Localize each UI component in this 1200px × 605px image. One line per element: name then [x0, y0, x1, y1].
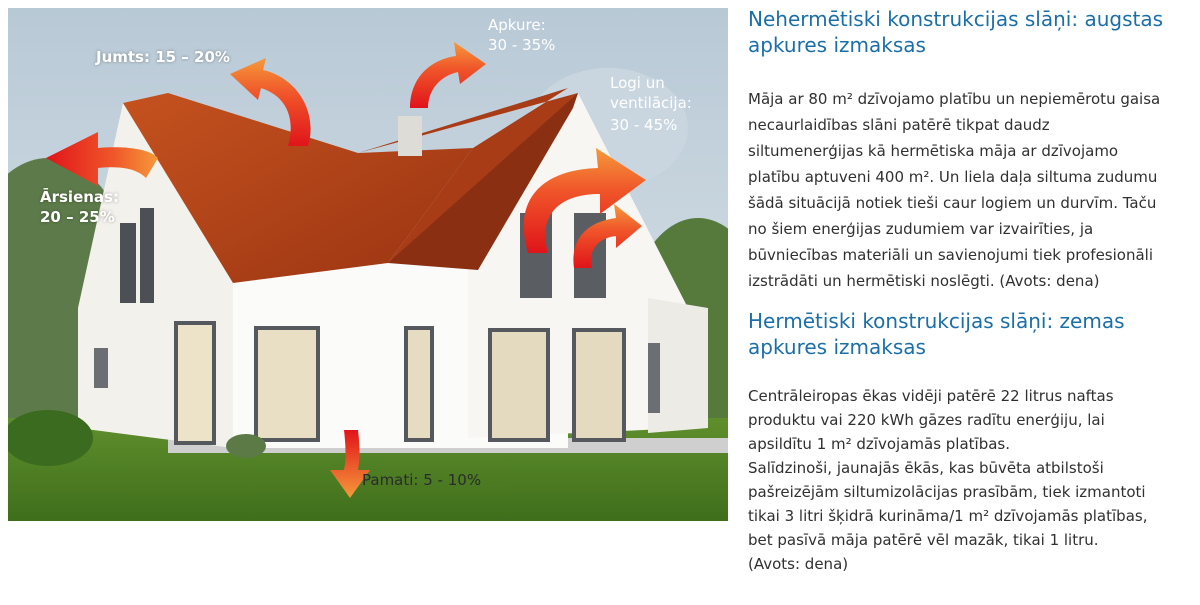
- walls-loss-title: Ārsienas:: [40, 188, 119, 206]
- window: [94, 348, 108, 388]
- window: [406, 328, 432, 440]
- body-line: šādā situācijā notiek tieši caur logiem un durvīm. Taču: [748, 194, 1157, 212]
- body-line: pašreizējām siltumizolācijas prasībām, tiek izmantoti: [748, 483, 1146, 501]
- roof-loss-label: Jumts: 15 – 20%: [96, 48, 230, 66]
- section2-heading: [748, 308, 1194, 360]
- window: [648, 343, 660, 413]
- body-line: platību aptuveni 400 m². Un liela daļa siltuma zudumu: [748, 168, 1158, 186]
- body-line: Centrāleiropas ēkas vidēji patērē 22 litrus naftas: [748, 387, 1114, 405]
- body-line: necaurlaidības slāni patērē tikpat daudz: [748, 116, 1050, 134]
- body-line: izstrādāti un hermētiski noslēgti. (Avots: dena): [748, 272, 1100, 290]
- window: [140, 208, 154, 303]
- foundation-loss-label: Pamati: 5 - 10%: [362, 471, 482, 489]
- body-line: no šiem enerģijas zudumiem var izvairīties, ja: [748, 220, 1094, 238]
- patio-door: [176, 323, 214, 443]
- windows-loss-value: 30 - 45%: [610, 116, 678, 134]
- body-line: Māja ar 80 m² dzīvojamo platību un nepiemērotu gaisa: [748, 90, 1161, 108]
- windows-loss-title-1: Logi un: [610, 74, 665, 92]
- heating-loss-title: Apkure:: [488, 16, 546, 34]
- shrub: [226, 434, 266, 458]
- walls-loss-value: 20 – 25%: [40, 208, 115, 226]
- heading-line: Nehermētiski konstrukcijas slāņi: augstas: [748, 7, 1164, 31]
- window: [120, 223, 136, 303]
- patio-door: [574, 330, 624, 440]
- body-line: Salīdzinoši, jaunajās ēkās, kas būvēta atbilstoši: [748, 459, 1104, 477]
- body-line: (Avots: dena): [748, 555, 849, 573]
- body-line: bet pasīvā māja patērē vēl mazāk, tikai 1 litru.: [748, 531, 1099, 549]
- section1-body: [748, 86, 1194, 294]
- windows-loss-title-2: ventilācija:: [610, 94, 692, 112]
- house-heat-loss-illustration: [8, 8, 728, 521]
- heading-line: Hermētiski konstrukcijas slāņi: zemas: [748, 309, 1125, 333]
- heating-loss-value: 30 - 35%: [488, 36, 556, 54]
- body-line: siltumenerģijas kā hermētiska māja ar dzīvojamo: [748, 142, 1119, 160]
- section2-body: [748, 384, 1194, 576]
- heading-line: apkures izmaksas: [748, 335, 926, 359]
- article: [748, 6, 1194, 576]
- patio-door: [490, 330, 548, 440]
- body-line: produktu vai 220 kWh gāzes radītu enerģiju, lai: [748, 411, 1105, 429]
- chimney: [398, 116, 422, 156]
- section1-heading: [748, 6, 1194, 58]
- patio-door: [256, 328, 318, 440]
- body-line: apsildītu 1 m² dzīvojamās platības.: [748, 435, 1011, 453]
- heading-line: apkures izmaksas: [748, 33, 926, 57]
- body-line: tikai 3 litri šķidrā kurināma/1 m² dzīvojamās platības,: [748, 507, 1148, 525]
- body-line: būvniecības materiāli un savienojumi tiek profesionāli: [748, 246, 1153, 264]
